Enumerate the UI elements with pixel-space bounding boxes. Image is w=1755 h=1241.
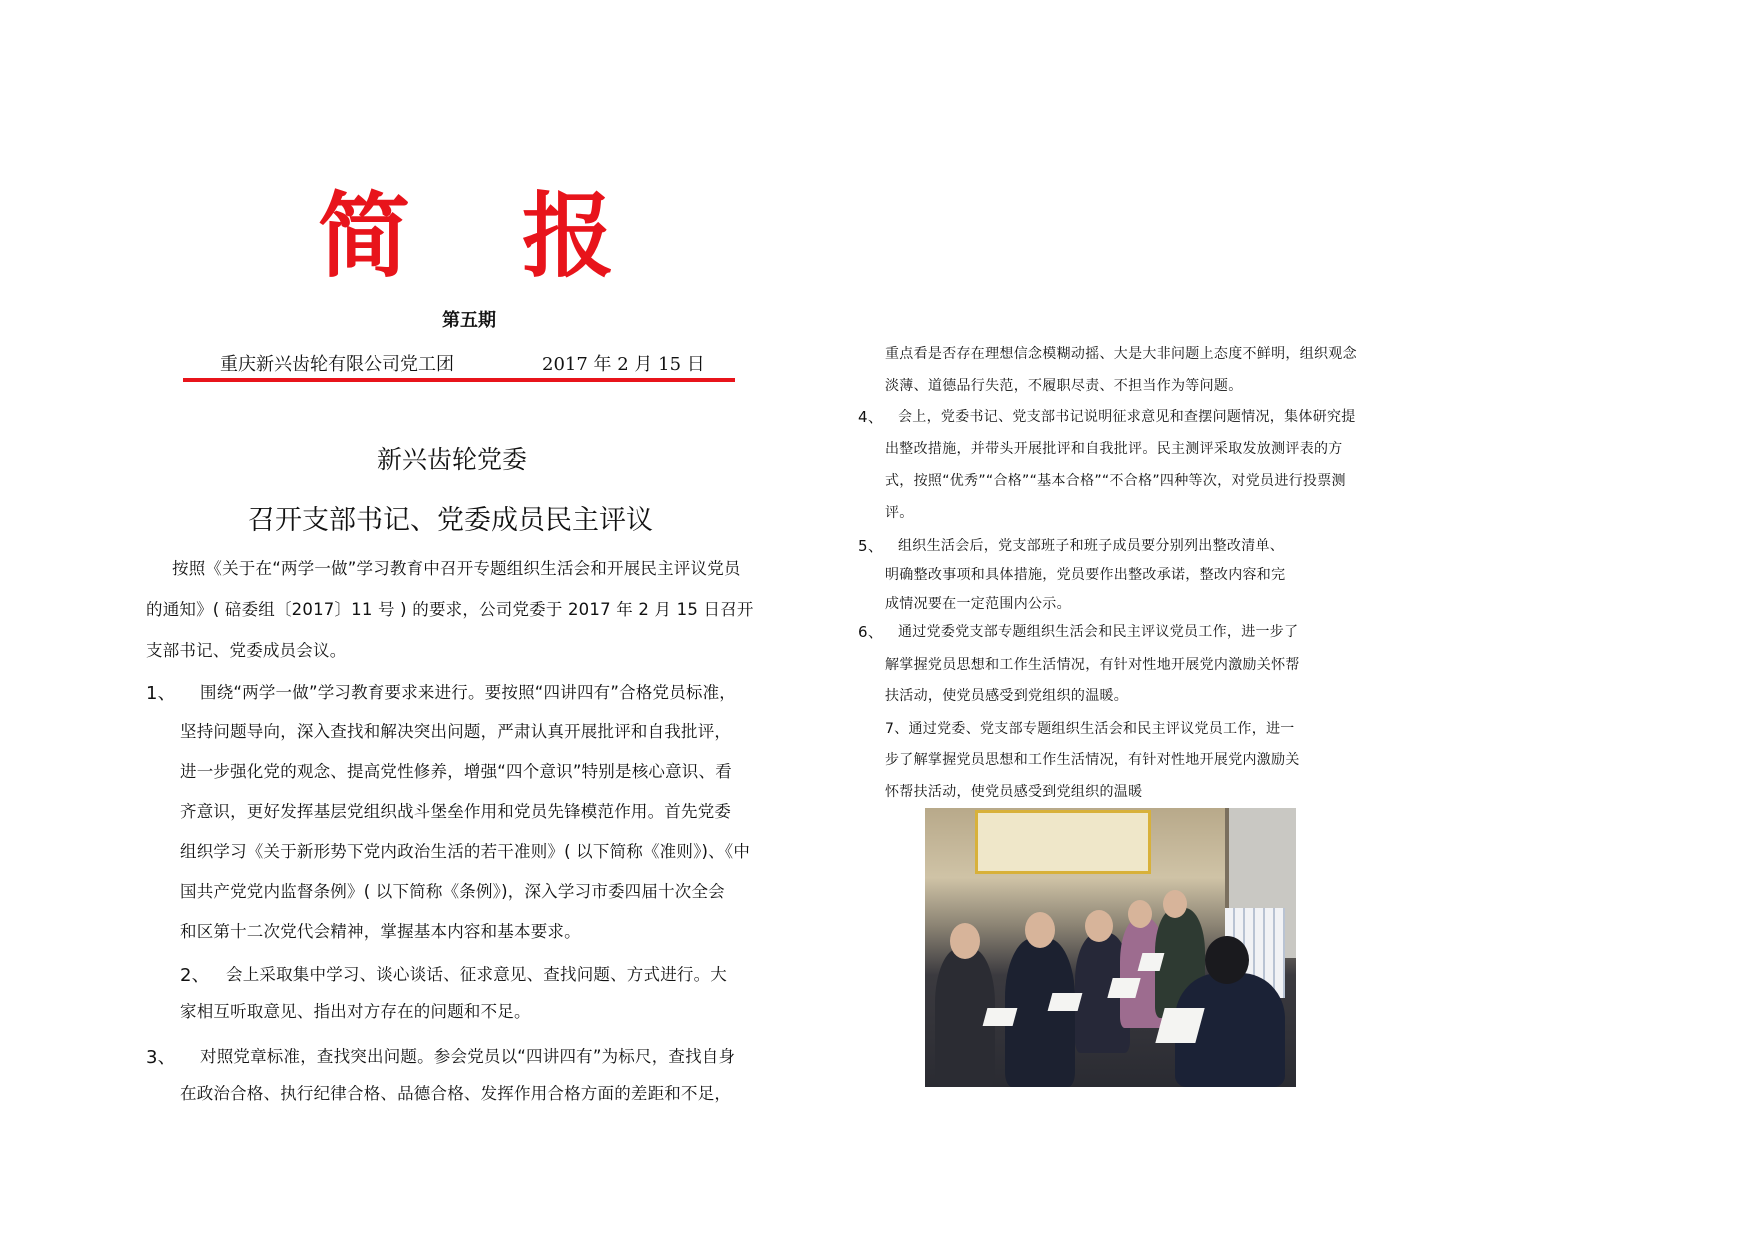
paper bbox=[1048, 993, 1083, 1011]
person-head bbox=[1128, 900, 1152, 928]
item-line: 明确整改事项和具体措施，党员要作出整改承诺，整改内容和完 bbox=[885, 567, 1286, 583]
item-line: 评。 bbox=[885, 505, 914, 521]
person-head bbox=[1025, 912, 1055, 948]
publish-date: 2017 年 2 月 15 日 bbox=[542, 354, 705, 375]
item-line: 出整改措施，并带头开展批评和自我批评。民主测评采取发放测评表的方 bbox=[885, 441, 1343, 457]
item-line: 坚持问题导向，深入查找和解决突出问题，严肃认真开展批评和自我批评， bbox=[180, 722, 732, 741]
paper bbox=[983, 1008, 1018, 1026]
item-line: 组织生活会后，党支部班子和班子成员要分别列出整改清单、 bbox=[898, 538, 1285, 554]
intro-line: 按照《关于在“两学一做”学习教育中召开专题组织生活会和开展民主评议党员 bbox=[172, 559, 741, 578]
item-line: 在政治合格、执行纪律合格、品德合格、发挥作用合格方面的差距和不足， bbox=[180, 1084, 732, 1103]
masthead-char-jian: 简 bbox=[318, 182, 411, 290]
item-line: 扶活动，使党员感受到党组织的温暖。 bbox=[885, 688, 1129, 704]
item-number: 6、 bbox=[858, 623, 884, 641]
item-line: 淡薄、道德品行失范，不履职尽责、不担当作为等问题。 bbox=[885, 378, 1243, 394]
item-line: 会上，党委书记、党支部书记说明征求意见和查摆问题情况，集体研究提 bbox=[898, 409, 1356, 425]
issue-number: 第五期 bbox=[442, 310, 496, 331]
item-number: 1、 bbox=[146, 683, 176, 704]
item-line: 齐意识，更好发挥基层党组织战斗堡垒作用和党员先锋模范作用。首先党委 bbox=[180, 802, 732, 821]
article-subtitle: 召开支部书记、党委成员民主评议 bbox=[248, 505, 653, 536]
article-title: 新兴齿轮党委 bbox=[377, 445, 528, 474]
item-line: 怀帮扶活动，使党员感受到党组织的温暖 bbox=[885, 784, 1143, 800]
intro-line: 的通知》( 碚委组〔2017〕11 号 ) 的要求，公司党委于 2017 年 2 月 15 日召开 bbox=[146, 600, 754, 619]
item-line: 通过党委党支部专题组织生活会和民主评议党员工作，进一步了 bbox=[898, 624, 1299, 640]
item-line: 会上采取集中学习、谈心谈话、征求意见、查找问题、方式进行。大 bbox=[226, 965, 727, 984]
item-number: 2、 bbox=[180, 965, 210, 986]
notice-board bbox=[975, 810, 1151, 874]
masthead-char-bao: 报 bbox=[522, 182, 615, 290]
item-line: 对照党章标准，查找突出问题。参会党员以“四讲四有”为标尺，查找自身 bbox=[200, 1047, 736, 1066]
item-line: 进一步强化党的观念、提高党性修养，增强“四个意识”特别是核心意识、看 bbox=[180, 762, 732, 781]
item-line: 围绕“两学一做”学习教育要求来进行。要按照“四讲四有”合格党员标准， bbox=[200, 683, 736, 702]
meeting-photo bbox=[925, 808, 1296, 1087]
item-line: 组织学习《关于新形势下党内政治生活的若干准则》( 以下简称《准则》)、《中 bbox=[180, 842, 751, 861]
person-head bbox=[1205, 936, 1249, 984]
item-line: 式，按照“优秀”“合格”“基本合格”“不合格”四种等次，对党员进行投票测 bbox=[885, 473, 1346, 489]
item-line: 和区第十二次党代会精神，掌握基本内容和基本要求。 bbox=[180, 922, 581, 941]
item-number: 3、 bbox=[146, 1047, 176, 1068]
person-head bbox=[1163, 890, 1187, 918]
item-line: 家相互听取意见、指出对方存在的问题和不足。 bbox=[180, 1002, 531, 1021]
item-line: 解掌握党员思想和工作生活情况，有针对性地开展党内激励关怀帮 bbox=[885, 657, 1300, 673]
intro-line: 支部书记、党委成员会议。 bbox=[146, 641, 347, 660]
item-line: 国共产党党内监督条例》( 以下简称《条例》)，深入学习市委四届十次全会 bbox=[180, 882, 725, 901]
item-line: 重点看是否存在理想信念模糊动摇、大是大非问题上态度不鲜明，组织观念 bbox=[885, 346, 1357, 362]
header-red-rule bbox=[183, 378, 735, 382]
item-line: 成情况要在一定范围内公示。 bbox=[885, 596, 1071, 612]
paper bbox=[1107, 978, 1140, 998]
item-number: 4、 bbox=[858, 408, 884, 426]
item-line: 步了解掌握党员思想和工作生活情况，有针对性地开展党内激励关 bbox=[885, 752, 1300, 768]
item-line: 7、通过党委、党支部专题组织生活会和民主评议党员工作，进一 bbox=[885, 721, 1295, 737]
publisher: 重庆新兴齿轮有限公司党工团 bbox=[220, 354, 454, 375]
item-number: 5、 bbox=[858, 537, 884, 555]
person-head bbox=[1085, 910, 1113, 942]
person-head bbox=[950, 923, 980, 959]
